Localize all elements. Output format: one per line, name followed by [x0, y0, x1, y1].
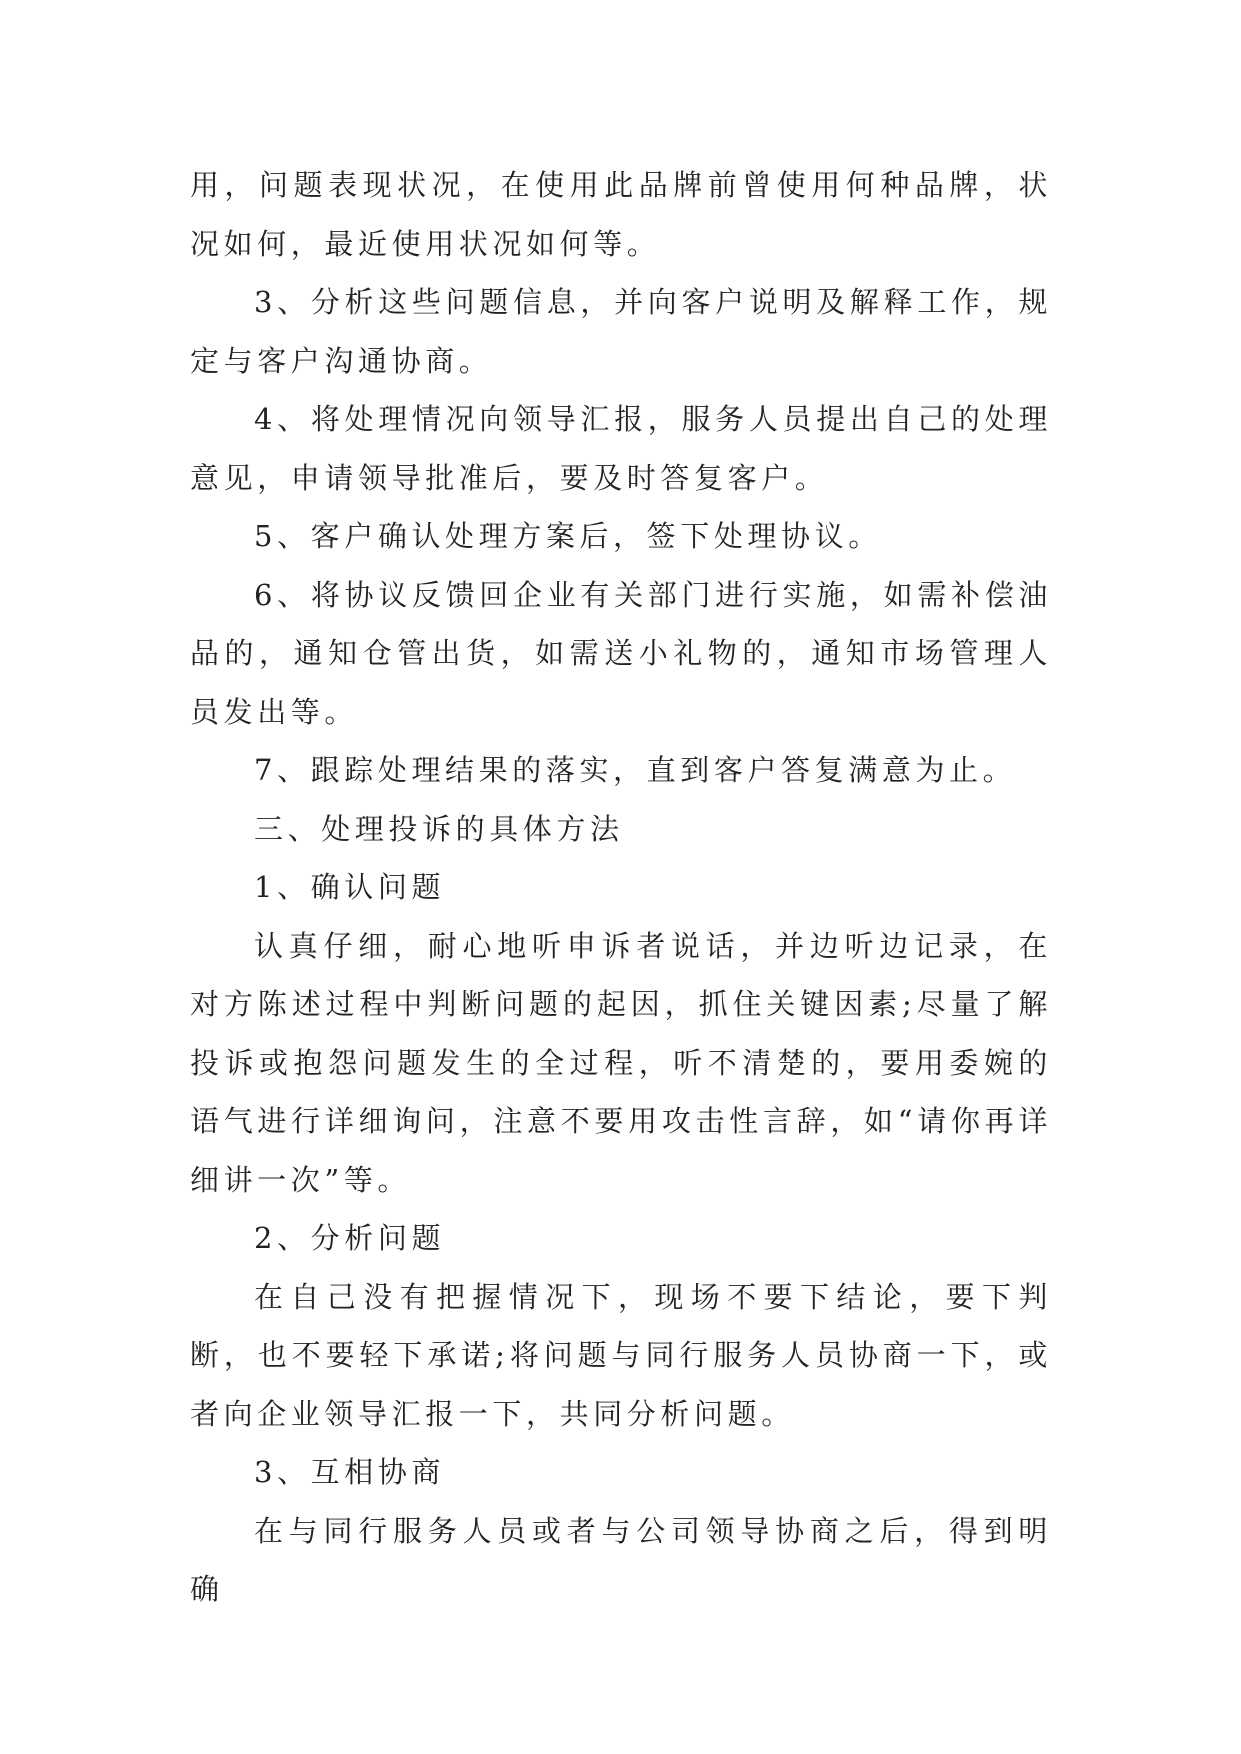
paragraph-3: 4、将处理情况向领导汇报，服务人员提出自己的处理意见，申请领导批准后，要及时答复客户。 — [190, 402, 1052, 495]
section-heading: 三、处理投诉的具体方法 — [254, 811, 624, 846]
subheading-2: 2、分析问题 — [254, 1221, 446, 1255]
paragraph-5: 6、将协议反馈回企业有关部门进行实施，如需补偿油品的，通知仓管出货，如需送小礼物的，通知市场管理人员发出等。 — [190, 577, 1052, 729]
paragraph-4: 5、客户确认处理方案后，签下处理协议。 — [254, 519, 882, 553]
paragraph-2: 3、分析这些问题信息，并向客户说明及解释工作，规定与客户沟通协商。 — [190, 285, 1052, 378]
paragraph-9: 在与同行服务人员或者与公司领导协商之后，得到明确 — [190, 1513, 1052, 1606]
subheading-1: 1、确认问题 — [254, 870, 446, 904]
paragraph-6: 7、跟踪处理结果的落实，直到客户答复满意为止。 — [254, 753, 1017, 787]
subheading-3: 3、互相协商 — [254, 1455, 446, 1489]
paragraph-1: 用，问题表现状况，在使用此品牌前曾使用何种品牌，状况如何，最近使用状况如何等。 — [190, 168, 1052, 261]
paragraph-8: 在自己没有把握情况下，现场不要下结论，要下判断，也不要轻下承诺;将问题与同行服务人员协商一下，或者向企业领导汇报一下，共同分析问题。 — [190, 1279, 1052, 1431]
document-body — [190, 156, 1052, 1619]
paragraph-7: 认真仔细，耐心地听申诉者说话，并边听边记录，在对方陈述过程中判断问题的起因，抓住关键因素;尽量了解投诉或抱怨问题发生的全过程，听不清楚的，要用委婉的语气进行详细询问，注意不要用攻击性言辞，如“请你再详细讲一次”等。 — [190, 928, 1052, 1197]
